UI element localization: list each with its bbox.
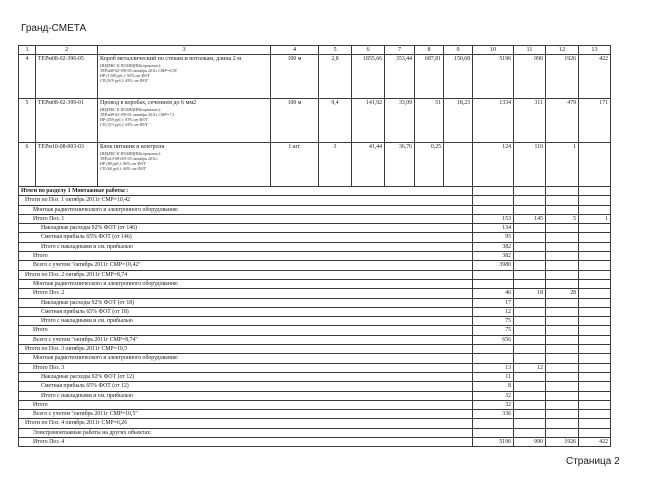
summary-total-machines	[546, 372, 579, 381]
page-number: Страница 2	[566, 456, 620, 467]
summary-label: Итоги по Поз. 4 октябрь 2011г СМР=6,26	[19, 419, 473, 428]
unit-cost-machines: 0,25	[415, 143, 444, 187]
total-labor: 110	[514, 143, 546, 187]
summary-label: Всего с учетом "октябрь 2011г СМР=10,42"	[19, 261, 473, 270]
summary-label: Накладные расходы 92% ФОТ (от 146)	[19, 224, 473, 233]
summary-total-machines	[546, 410, 579, 419]
position-note: СП (313 руб.): 65% от ФОТ	[100, 122, 148, 127]
total-machines: 1926	[546, 55, 579, 99]
summary-label: Электромонтажные работы на других объектах:	[19, 428, 473, 437]
position-note: ИНДЕКС К ПОЗИЦИИ(справочно):	[100, 107, 162, 112]
summary-total-machine-labor	[579, 233, 611, 242]
position-row	[19, 55, 611, 99]
summary-label: Итого Поз. 2	[19, 289, 473, 298]
summary-total-machine-labor	[579, 419, 611, 428]
summary-total-labor	[514, 261, 546, 270]
summary-row	[19, 270, 611, 279]
summary-label: Монтаж радиотехнического и электронного оборудования:	[19, 205, 473, 214]
summary-total-machines	[546, 428, 579, 437]
estimate-table	[18, 45, 611, 447]
summary-total-machine-labor	[579, 307, 611, 316]
estimate-table-body	[19, 46, 611, 447]
summary-row	[19, 410, 611, 419]
summary-total-machines	[546, 317, 579, 326]
summary-total-machines	[546, 261, 579, 270]
position-note: НР (1348 руб.): 92% от ФОТ	[100, 73, 150, 78]
summary-total-cost: 382	[473, 252, 514, 261]
summary-total-machines	[546, 307, 579, 316]
total-machine-labor: 171	[579, 99, 611, 143]
column-number: 11	[514, 46, 546, 55]
unit-cost-labor: 353,44	[385, 55, 415, 99]
unit-cost-machine-labor	[444, 143, 473, 187]
total-machine-labor: 422	[579, 55, 611, 99]
summary-total-machine-labor: 1	[579, 214, 611, 223]
position-number: 4	[19, 55, 36, 99]
summary-total-machine-labor	[579, 382, 611, 391]
summary-label: Сметная прибыль 65% ФОТ (от 18)	[19, 307, 473, 316]
summary-row	[19, 214, 611, 223]
position-unit: 1 шт.	[271, 143, 319, 187]
position-note: НР (88 руб.): 80% от ФОТ	[100, 161, 146, 166]
unit-cost-total: 1855,66	[352, 55, 385, 99]
summary-row	[19, 224, 611, 233]
summary-total-machine-labor	[579, 289, 611, 298]
estimate-table-wrapper	[18, 45, 610, 447]
summary-total-labor	[514, 242, 546, 251]
summary-total-cost	[473, 419, 514, 428]
summary-total-cost: 3980	[473, 261, 514, 270]
position-number: 5	[19, 99, 36, 143]
summary-total-cost	[473, 270, 514, 279]
summary-row	[19, 252, 611, 261]
summary-row	[19, 261, 611, 270]
position-quantity: 2,8	[319, 55, 352, 99]
summary-total-cost	[473, 205, 514, 214]
summary-total-machine-labor	[579, 317, 611, 326]
summary-row	[19, 428, 611, 437]
position-row	[19, 99, 611, 143]
summary-total-cost: 8	[473, 382, 514, 391]
position-quantity: 3	[319, 143, 352, 187]
position-quantity: 9,4	[319, 99, 352, 143]
summary-total-labor	[514, 428, 546, 437]
summary-label: Монтаж радиотехнического и электронного оборудования:	[19, 279, 473, 288]
unit-cost-total: 41,44	[352, 143, 385, 187]
summary-total-cost: 32	[473, 391, 514, 400]
summary-total-machines	[546, 400, 579, 409]
summary-total-machine-labor	[579, 335, 611, 344]
column-number: 1	[19, 46, 36, 55]
summary-row	[19, 335, 611, 344]
position-note: НР (459 руб.): 93% от ФОТ	[100, 117, 148, 122]
summary-total-labor	[514, 224, 546, 233]
summary-total-cost: 46	[473, 289, 514, 298]
summary-total-machine-labor	[579, 224, 611, 233]
summary-total-labor	[514, 372, 546, 381]
position-row	[19, 143, 611, 187]
position-description	[98, 143, 271, 187]
summary-total-machines	[546, 335, 579, 344]
summary-label: Итоги по Поз. 2 октябрь 2011г СМР=8,74	[19, 270, 473, 279]
summary-row	[19, 363, 611, 372]
total-machines: 479	[546, 99, 579, 143]
summary-total-cost: 32	[473, 400, 514, 409]
position-note: ТЕРм10-08-003-03 октябрь 2011г	[100, 156, 158, 161]
summary-total-cost: 12	[473, 307, 514, 316]
position-number: 6	[19, 143, 36, 187]
summary-total-machine-labor: 422	[579, 438, 611, 447]
summary-total-labor	[514, 205, 546, 214]
summary-total-cost: 134	[473, 224, 514, 233]
position-note: ИНДЕКС К ПОЗИЦИИ(справочно):	[100, 63, 162, 68]
summary-row	[19, 298, 611, 307]
summary-row	[19, 372, 611, 381]
summary-label: Итого с накладными и см. прибылью	[19, 242, 473, 251]
summary-total-labor: 12	[514, 363, 546, 372]
summary-label: Итого	[19, 326, 473, 335]
summary-total-cost	[473, 279, 514, 288]
unit-cost-machine-labor: 18,23	[444, 99, 473, 143]
app-title: Гранд-СМЕТА	[21, 23, 87, 34]
position-description	[98, 55, 271, 99]
summary-label: Итого Поз. 1	[19, 214, 473, 223]
summary-total-machines	[546, 363, 579, 372]
summary-total-labor: 990	[514, 438, 546, 447]
summary-row	[19, 354, 611, 363]
summary-total-labor	[514, 187, 546, 196]
summary-total-cost: 656	[473, 335, 514, 344]
summary-total-machines	[546, 270, 579, 279]
summary-total-machine-labor	[579, 400, 611, 409]
column-number: 2	[36, 46, 98, 55]
summary-label: Итоги по Поз. 1 октябрь 2011г СМР=10,42	[19, 196, 473, 205]
summary-label: Всего с учетом "октябрь 2011г СМР=8,74"	[19, 335, 473, 344]
column-number: 12	[546, 46, 579, 55]
summary-total-machine-labor	[579, 391, 611, 400]
summary-total-machines	[546, 252, 579, 261]
summary-total-machine-labor	[579, 326, 611, 335]
position-note: ИНДЕКС К ПОЗИЦИИ(справочно):	[100, 151, 162, 156]
column-number: 13	[579, 46, 611, 55]
summary-total-machines: 5	[546, 214, 579, 223]
summary-total-cost: 5196	[473, 438, 514, 447]
position-note: ТЕРм08-02-399-01 октябрь 2011г СМР=7,1	[100, 112, 175, 117]
column-number: 7	[385, 46, 415, 55]
summary-total-machines: 1926	[546, 438, 579, 447]
summary-total-labor	[514, 345, 546, 354]
column-number-row	[19, 46, 611, 55]
summary-total-labor	[514, 270, 546, 279]
summary-total-machine-labor	[579, 410, 611, 419]
summary-total-machines	[546, 345, 579, 354]
column-number: 4	[271, 46, 319, 55]
position-code: ТЕРм08-02-399-01	[36, 99, 98, 143]
summary-total-labor	[514, 382, 546, 391]
summary-total-machine-labor	[579, 428, 611, 437]
summary-total-machine-labor	[579, 298, 611, 307]
summary-total-machines	[546, 279, 579, 288]
summary-total-cost: 17	[473, 298, 514, 307]
position-unit: 100 м	[271, 55, 319, 99]
position-note: СП (919 руб.): 65% от ФОТ	[100, 78, 148, 83]
summary-total-machines	[546, 187, 579, 196]
summary-total-labor	[514, 317, 546, 326]
summary-total-labor	[514, 354, 546, 363]
summary-row	[19, 382, 611, 391]
summary-label: Сметная прибыль 65% ФОТ (от 146)	[19, 233, 473, 242]
column-number: 8	[415, 46, 444, 55]
summary-total-machines	[546, 326, 579, 335]
summary-total-labor	[514, 391, 546, 400]
summary-label: Итого	[19, 400, 473, 409]
summary-total-machines: 28	[546, 289, 579, 298]
summary-total-machine-labor	[579, 187, 611, 196]
summary-total-cost	[473, 428, 514, 437]
summary-total-machines	[546, 354, 579, 363]
total-machines: 1	[546, 143, 579, 187]
unit-cost-machine-labor: 150,68	[444, 55, 473, 99]
summary-label: Итого Поз. 3	[19, 363, 473, 372]
unit-cost-machines: 687,81	[415, 55, 444, 99]
summary-total-machine-labor	[579, 372, 611, 381]
summary-total-labor	[514, 252, 546, 261]
summary-row	[19, 438, 611, 447]
summary-label: Итого с накладными и см. прибылью	[19, 317, 473, 326]
summary-total-cost: 13	[473, 363, 514, 372]
summary-total-machines	[546, 205, 579, 214]
summary-total-labor	[514, 307, 546, 316]
position-code: ТЕРм10-08-003-03	[36, 143, 98, 187]
summary-total-machine-labor	[579, 279, 611, 288]
summary-label: Накладные расходы 92% ФОТ (от 12)	[19, 372, 473, 381]
summary-total-labor: 18	[514, 289, 546, 298]
summary-total-cost	[473, 345, 514, 354]
position-description	[98, 99, 271, 143]
summary-total-machines	[546, 298, 579, 307]
summary-label: Итоги по Поз. 3 октябрь 2011г СМР=10,5	[19, 345, 473, 354]
summary-label: Сметная прибыль 65% ФОТ (от 12)	[19, 382, 473, 391]
summary-total-labor	[514, 196, 546, 205]
unit-cost-labor: 33,09	[385, 99, 415, 143]
total-labor: 990	[514, 55, 546, 99]
summary-total-machines	[546, 242, 579, 251]
summary-total-machine-labor	[579, 252, 611, 261]
summary-row	[19, 242, 611, 251]
column-number: 3	[98, 46, 271, 55]
summary-total-machines	[546, 391, 579, 400]
summary-label: Итого	[19, 252, 473, 261]
summary-total-machine-labor	[579, 363, 611, 372]
summary-total-labor	[514, 335, 546, 344]
summary-total-machine-labor	[579, 345, 611, 354]
summary-total-machine-labor	[579, 205, 611, 214]
column-number: 5	[319, 46, 352, 55]
position-title: Короб металлический по стенам и потолкам, длина 2 м	[100, 56, 241, 62]
summary-row	[19, 345, 611, 354]
summary-row	[19, 326, 611, 335]
unit-cost-machines: 51	[415, 99, 444, 143]
summary-total-cost: 153	[473, 214, 514, 223]
summary-row	[19, 279, 611, 288]
total-cost: 1334	[473, 99, 514, 143]
column-number: 9	[444, 46, 473, 55]
position-title: Провод в коробах, сечением до 6 мм2	[100, 100, 197, 106]
summary-total-cost: 95	[473, 233, 514, 242]
summary-row	[19, 205, 611, 214]
total-labor: 311	[514, 99, 546, 143]
summary-total-cost: 75	[473, 326, 514, 335]
position-title: Блок питания и контроля	[100, 144, 165, 150]
summary-total-machine-labor	[579, 196, 611, 205]
summary-total-cost	[473, 354, 514, 363]
summary-total-machines	[546, 196, 579, 205]
summary-label: Итоги по разделу 1 Монтажные работы :	[19, 187, 473, 196]
summary-total-cost: 336	[473, 410, 514, 419]
unit-cost-total: 141,92	[352, 99, 385, 143]
position-unit: 100 м	[271, 99, 319, 143]
total-cost: 5196	[473, 55, 514, 99]
summary-label: Накладные расходы 92% ФОТ (от 18)	[19, 298, 473, 307]
summary-label: Всего с учетом "октябрь 2011г СМР=10,5"	[19, 410, 473, 419]
position-note: СП (60 руб.): 60% от ФОТ	[100, 166, 146, 171]
summary-row	[19, 187, 611, 196]
total-machine-labor	[579, 143, 611, 187]
summary-total-machine-labor	[579, 261, 611, 270]
unit-cost-labor: 36,76	[385, 143, 415, 187]
summary-total-machines	[546, 382, 579, 391]
summary-total-cost: 11	[473, 372, 514, 381]
summary-row	[19, 419, 611, 428]
summary-row	[19, 233, 611, 242]
summary-total-labor: 145	[514, 214, 546, 223]
summary-total-cost	[473, 196, 514, 205]
summary-total-machines	[546, 224, 579, 233]
column-number: 10	[473, 46, 514, 55]
summary-total-labor	[514, 298, 546, 307]
position-code: ТЕРм08-02-396-05	[36, 55, 98, 99]
summary-row	[19, 289, 611, 298]
summary-row	[19, 317, 611, 326]
summary-total-labor	[514, 326, 546, 335]
summary-total-labor	[514, 400, 546, 409]
total-cost: 124	[473, 143, 514, 187]
summary-label: Итого с накладными и см. прибылью	[19, 391, 473, 400]
summary-total-labor	[514, 233, 546, 242]
summary-total-machines	[546, 419, 579, 428]
summary-total-cost: 75	[473, 317, 514, 326]
summary-total-machine-labor	[579, 242, 611, 251]
summary-total-labor	[514, 419, 546, 428]
summary-label: Монтаж радиотехнического и электронного оборудования:	[19, 354, 473, 363]
summary-row	[19, 307, 611, 316]
summary-row	[19, 196, 611, 205]
summary-total-machines	[546, 233, 579, 242]
position-note: ТЕРм08-02-396-05 октябрь 2011г СМР=8,38	[100, 68, 177, 73]
summary-total-labor	[514, 279, 546, 288]
summary-total-cost	[473, 187, 514, 196]
summary-total-cost: 382	[473, 242, 514, 251]
column-number: 6	[352, 46, 385, 55]
summary-row	[19, 400, 611, 409]
summary-label: Итого Поз. 4	[19, 438, 473, 447]
summary-row	[19, 391, 611, 400]
summary-total-labor	[514, 410, 546, 419]
summary-total-machine-labor	[579, 354, 611, 363]
summary-total-machine-labor	[579, 270, 611, 279]
